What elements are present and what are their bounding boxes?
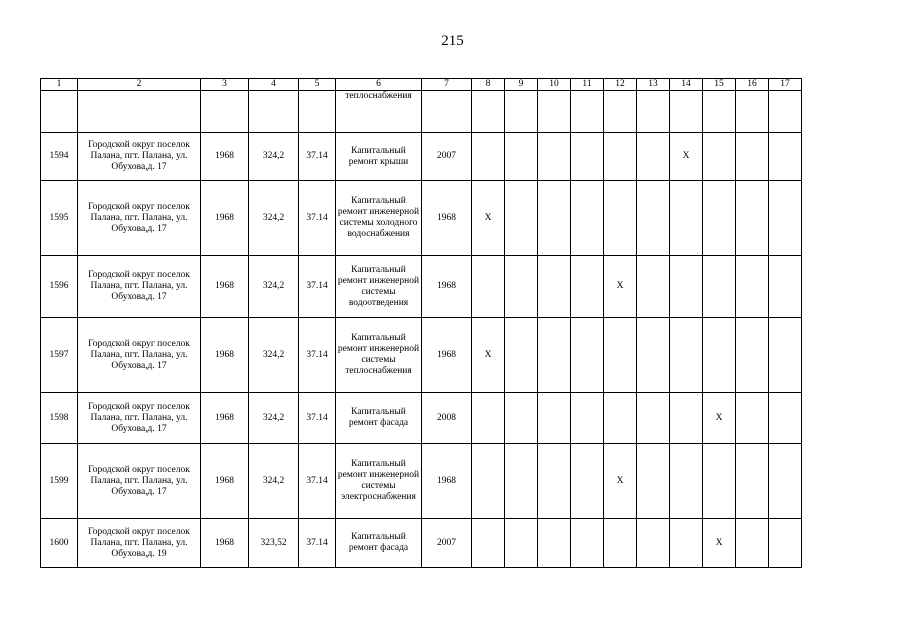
table-cell: [505, 91, 538, 133]
table-row: [41, 256, 802, 318]
mark-cell: [670, 519, 703, 568]
build-year-cell: 1968: [201, 256, 249, 318]
mark-cell: [736, 318, 769, 393]
column-header: 9: [505, 79, 538, 91]
mark-cell: [505, 256, 538, 318]
mark-cell: [571, 444, 604, 519]
mark-cell: [571, 133, 604, 181]
column-header: 12: [604, 79, 637, 91]
mark-cell: [637, 256, 670, 318]
area-cell: 324,2: [249, 444, 299, 519]
mark-cell: [670, 444, 703, 519]
table-cell: [571, 91, 604, 133]
address-cell: Городской округ поселок Палана, пгт. Палана, ул. Обухова,д. 17: [78, 318, 201, 393]
build-year-cell: 1968: [201, 318, 249, 393]
mark-cell: X: [472, 181, 505, 256]
mark-cell: [571, 393, 604, 444]
mark-cell: [637, 519, 670, 568]
mark-cell: [769, 181, 802, 256]
table-cell: [538, 91, 571, 133]
mark-cell: [637, 444, 670, 519]
table-row: [41, 181, 802, 256]
mark-cell: [769, 393, 802, 444]
plan-year-cell: 1968: [422, 318, 472, 393]
column-header: 3: [201, 79, 249, 91]
plan-year-cell: 2007: [422, 133, 472, 181]
mark-cell: [538, 444, 571, 519]
column-header: 13: [637, 79, 670, 91]
table-cell: [201, 91, 249, 133]
code-cell: 37.14: [299, 256, 336, 318]
row-number-cell: 1599: [41, 444, 78, 519]
mark-cell: [571, 256, 604, 318]
row-number-cell: 1595: [41, 181, 78, 256]
column-header: 2: [78, 79, 201, 91]
row-number-cell: 1594: [41, 133, 78, 181]
mark-cell: [637, 181, 670, 256]
work-type-cell: Капитальный ремонт инженерной системы холодного водоснабжения: [336, 181, 422, 256]
table-row: [41, 519, 802, 568]
mark-cell: [769, 133, 802, 181]
mark-cell: [505, 444, 538, 519]
mark-cell: [472, 444, 505, 519]
table-row: [41, 393, 802, 444]
mark-cell: [538, 519, 571, 568]
build-year-cell: 1968: [201, 519, 249, 568]
area-cell: 323,52: [249, 519, 299, 568]
table-row: [41, 318, 802, 393]
table-cell: [299, 91, 336, 133]
mark-cell: [769, 444, 802, 519]
code-cell: 37.14: [299, 444, 336, 519]
column-header: 14: [670, 79, 703, 91]
column-header: 8: [472, 79, 505, 91]
code-cell: 37.14: [299, 181, 336, 256]
table-cell: [769, 91, 802, 133]
mark-cell: [736, 393, 769, 444]
mark-cell: [604, 519, 637, 568]
mark-cell: [670, 318, 703, 393]
mark-cell: [472, 133, 505, 181]
column-header: 6: [336, 79, 422, 91]
mark-cell: [505, 393, 538, 444]
mark-cell: [670, 181, 703, 256]
mark-cell: [769, 256, 802, 318]
mark-cell: [571, 519, 604, 568]
mark-cell: [736, 181, 769, 256]
work-type-cell: Капитальный ремонт крыши: [336, 133, 422, 181]
mark-cell: [571, 318, 604, 393]
column-header: 15: [703, 79, 736, 91]
mark-cell: [670, 256, 703, 318]
table-row: [41, 444, 802, 519]
code-cell: 37.14: [299, 519, 336, 568]
address-cell: Городской округ поселок Палана, пгт. Палана, ул. Обухова,д. 17: [78, 133, 201, 181]
table-row: [41, 133, 802, 181]
column-header: 10: [538, 79, 571, 91]
row-number-cell: 1600: [41, 519, 78, 568]
mark-cell: [472, 519, 505, 568]
mark-cell: [736, 519, 769, 568]
mark-cell: [769, 519, 802, 568]
address-cell: Городской округ поселок Палана, пгт. Палана, ул. Обухова,д. 17: [78, 444, 201, 519]
plan-year-cell: 1968: [422, 256, 472, 318]
address-cell: Городской округ поселок Палана, пгт. Палана, ул. Обухова,д. 17: [78, 181, 201, 256]
code-cell: 37.14: [299, 393, 336, 444]
table-cell: [736, 91, 769, 133]
column-header: 4: [249, 79, 299, 91]
address-cell: Городской округ поселок Палана, пгт. Палана, ул. Обухова,д. 17: [78, 393, 201, 444]
mark-cell: [505, 133, 538, 181]
column-number-row: [41, 79, 802, 91]
table-cell: [422, 91, 472, 133]
mark-cell: [538, 133, 571, 181]
area-cell: 324,2: [249, 133, 299, 181]
work-type-cell: Капитальный ремонт инженерной системы водоотведения: [336, 256, 422, 318]
build-year-cell: 1968: [201, 181, 249, 256]
mark-cell: [538, 256, 571, 318]
code-cell: 37.14: [299, 133, 336, 181]
row-number-cell: 1596: [41, 256, 78, 318]
table-cell: [670, 91, 703, 133]
code-cell: 37.14: [299, 318, 336, 393]
mark-cell: [505, 519, 538, 568]
mark-cell: [736, 444, 769, 519]
work-type-cell: Капитальный ремонт фасада: [336, 519, 422, 568]
mark-cell: [472, 393, 505, 444]
column-header: 11: [571, 79, 604, 91]
column-header: 7: [422, 79, 472, 91]
table-cell: [41, 91, 78, 133]
mark-cell: [505, 181, 538, 256]
column-header: 16: [736, 79, 769, 91]
plan-year-cell: 1968: [422, 181, 472, 256]
mark-cell: [670, 393, 703, 444]
mark-cell: [472, 256, 505, 318]
mark-cell: [538, 318, 571, 393]
mark-cell: [604, 318, 637, 393]
column-header: 1: [41, 79, 78, 91]
mark-cell: [703, 133, 736, 181]
mark-cell: [505, 318, 538, 393]
work-type-cell: Капитальный ремонт фасада: [336, 393, 422, 444]
continuation-row: [41, 91, 802, 133]
build-year-cell: 1968: [201, 393, 249, 444]
mark-cell: [769, 318, 802, 393]
mark-cell: [538, 181, 571, 256]
mark-cell: [703, 181, 736, 256]
mark-cell: [703, 318, 736, 393]
plan-year-cell: 2008: [422, 393, 472, 444]
mark-cell: [736, 133, 769, 181]
area-cell: 324,2: [249, 393, 299, 444]
work-type-cell: Капитальный ремонт инженерной системы теплоснабжения: [336, 318, 422, 393]
table-cell: [249, 91, 299, 133]
mark-cell: [604, 393, 637, 444]
area-cell: 324,2: [249, 318, 299, 393]
row-number-cell: 1597: [41, 318, 78, 393]
repair-register-table: [40, 78, 802, 568]
mark-cell: [703, 256, 736, 318]
address-cell: Городской округ поселок Палана, пгт. Палана, ул. Обухова,д. 19: [78, 519, 201, 568]
row-number-cell: 1598: [41, 393, 78, 444]
mark-cell: [736, 256, 769, 318]
mark-cell: X: [670, 133, 703, 181]
mark-cell: [604, 133, 637, 181]
mark-cell: X: [472, 318, 505, 393]
table-cell: [637, 91, 670, 133]
work-type-cell: Капитальный ремонт инженерной системы электроснабжения: [336, 444, 422, 519]
mark-cell: X: [604, 256, 637, 318]
mark-cell: [703, 444, 736, 519]
mark-cell: [637, 393, 670, 444]
build-year-cell: 1968: [201, 133, 249, 181]
page-number: 215: [441, 33, 464, 49]
plan-year-cell: 1968: [422, 444, 472, 519]
column-header: 5: [299, 79, 336, 91]
mark-cell: X: [703, 519, 736, 568]
mark-cell: [538, 393, 571, 444]
mark-cell: X: [604, 444, 637, 519]
area-cell: 324,2: [249, 181, 299, 256]
table-cell: [604, 91, 637, 133]
work-type-cell: теплоснабжения: [336, 91, 422, 133]
plan-year-cell: 2007: [422, 519, 472, 568]
mark-cell: [604, 181, 637, 256]
address-cell: Городской округ поселок Палана, пгт. Палана, ул. Обухова,д. 17: [78, 256, 201, 318]
mark-cell: X: [703, 393, 736, 444]
table-cell: [78, 91, 201, 133]
build-year-cell: 1968: [201, 444, 249, 519]
area-cell: 324,2: [249, 256, 299, 318]
mark-cell: [637, 318, 670, 393]
column-header: 17: [769, 79, 802, 91]
table-cell: [472, 91, 505, 133]
table-cell: [703, 91, 736, 133]
mark-cell: [571, 181, 604, 256]
mark-cell: [637, 133, 670, 181]
